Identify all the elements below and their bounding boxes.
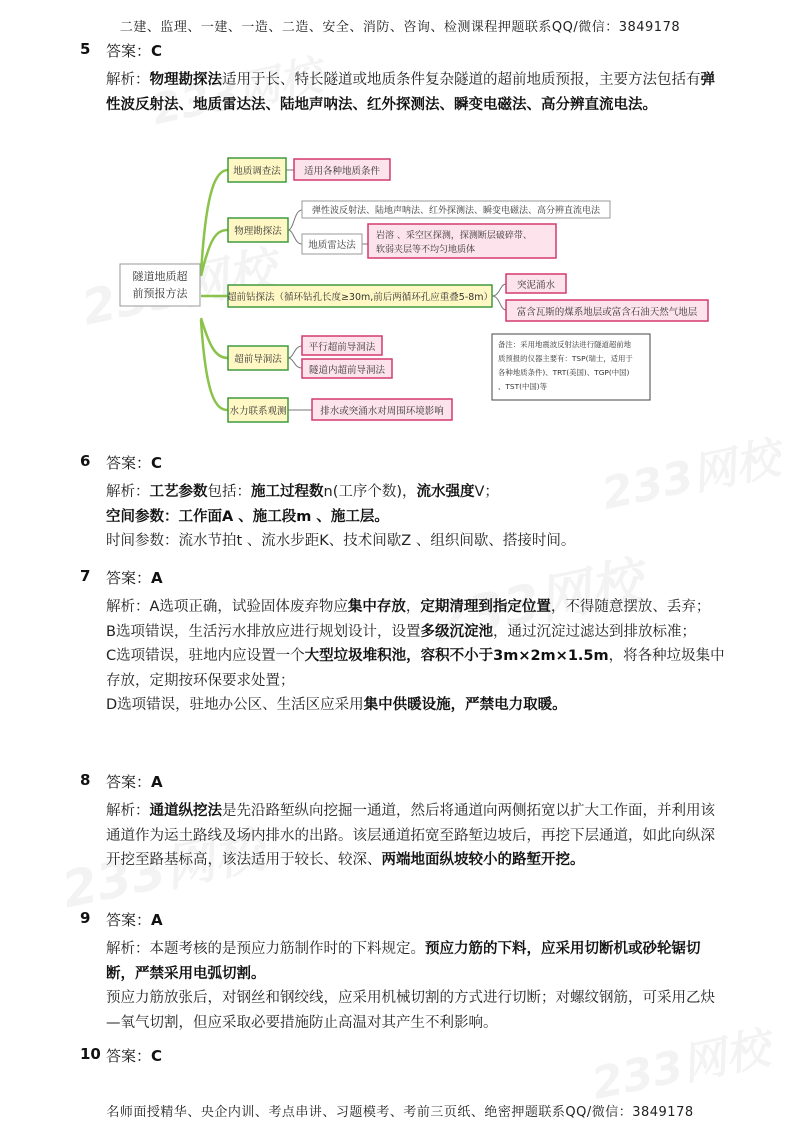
mindmap-branches	[201, 170, 228, 410]
question-number: 9	[80, 909, 91, 927]
answer-line: 答案：C	[106, 42, 163, 60]
remark-line: 质预报的仪器主要有：TSP(瑞士，适用于	[498, 354, 633, 363]
note-pilot-inner-label: 隧道内超前导洞法	[308, 365, 386, 376]
page-footer: 名师面授精华、央企内训、考点串讲、习题模考、考前三页纸、绝密押题联系QQ/微信：3849178	[106, 1105, 694, 1120]
branch-line	[201, 318, 228, 358]
explanation-paragraph: 解析：本题考核的是预应力筋制作时的下料规定。预应力筋的下料，应采用切断机或砂轮锯切断，严禁采用电弧切割。 预应力筋放张后，对钢丝和钢绞线，应采用机械切割的方式进行切断；对螺纹钢筋，可采用乙炔—氧气切割，但应采取必要措施防止高温对其产生不利影响。	[106, 941, 715, 1031]
explanation-paragraph: 解析：物理勘探法适用于长、特长隧道或地质条件复杂隧道的超前地质预报，主要方法包括有弹性波反射法、地质雷达法、陆地声呐法、红外探测法、瞬变电磁法、高分辨直流电法。	[106, 72, 715, 113]
answer-line: 答案：A	[106, 569, 163, 587]
note-radar-label: 软弱夹层等不均匀地质体	[376, 245, 476, 255]
remark-line: 、TST(中国)等	[498, 382, 548, 391]
answer-line: 答案：C	[106, 1047, 163, 1065]
node-radar-label: 地质雷达法	[308, 240, 356, 251]
question-number: 10	[80, 1045, 101, 1063]
note-hydro-label: 排水或突涌水对周围环境影响	[320, 406, 444, 417]
node-drilling-label: 超前钻探法（循环钻孔长度≥30m,前后两循环孔应重叠5-8m）	[226, 292, 494, 303]
explanation-paragraph: 解析：A选项正确，试验固体废弃物应集中存放，定期清理到指定位置，不得随意摆放、丢弃； B选项错误，生活污水排放应进行规划设计，设置多级沉淀池，通过沉淀过滤达到排放标准； C选项错误，驻地内应设置一个大型垃圾堆积池，容积不小于3m×2m×1.5m，将各种垃圾集中存放，定期按环保要求处置； D选项错误，驻地办公区、生活区应采用集中供暖设施，严禁电力取暖。	[106, 599, 725, 713]
question-number: 6	[80, 452, 91, 470]
answer-line: 答案：A	[106, 911, 163, 929]
note-radar-label: 岩溶 、采空区探测，探测断层破碎带、	[376, 231, 532, 241]
note-drilling-gas-label: 富含瓦斯的煤系地层或富含石油天然气地层	[516, 307, 698, 318]
node-geo-survey-label: 地质调查法	[233, 166, 281, 177]
explanation-paragraph: 解析：工艺参数包括：施工过程数n(工序个数)，流水强度V； 空间参数：工作面A 、施工段m 、施工层。 时间参数：流水节拍t 、流水步距K、技术间歇Z 、组织间歇、搭接时间。	[106, 484, 576, 549]
answer-line: 答案：C	[106, 454, 163, 472]
remark-line: 各种地质条件)、TRT(美国)、TGP(中国)	[498, 368, 630, 377]
note-geo-survey-label: 适用各种地质条件	[303, 166, 381, 177]
node-physical-label: 物理勘探法	[234, 226, 282, 237]
question-number: 7	[80, 567, 91, 585]
explanation-paragraph: 解析：通道纵挖法是先沿路堑纵向挖掘一通道，然后将通道向两侧拓宽以扩大工作面，并利用该通道作为运土路线及场内排水的出路。该层通道拓宽至路堑边坡后，再挖下层通道，如此向纵深开挖至路基标高，该法适用于较长、较深、两端地面纵坡较小的路堑开挖。	[106, 803, 715, 868]
note-pilot-parallel-label: 平行超前导洞法	[308, 342, 376, 353]
tunnel-forecast-mindmap	[106, 148, 728, 438]
root-node-label: 隧道地质超	[132, 270, 188, 283]
page-header: 二建、监理、一建、一造、二造、安全、消防、咨询、检测课程押题联系QQ/微信：3849178	[119, 20, 681, 35]
remark-line: 备注：采用地震波反射法进行隧道超前地	[498, 340, 632, 349]
answer-line: 答案：A	[106, 773, 163, 791]
note-drilling-water-label: 突泥涌水	[516, 280, 556, 291]
question-number: 8	[80, 771, 91, 789]
root-node-label: 前预报方法	[132, 287, 188, 300]
node-hydro-label: 水力联系观测	[229, 406, 287, 417]
note-physical-methods-label: 弹性波反射法、陆地声呐法、红外探测法、瞬变电磁法、高分辨直流电法	[311, 206, 601, 216]
question-number: 5	[80, 40, 91, 58]
node-pilot-label: 超前导洞法	[234, 354, 282, 365]
